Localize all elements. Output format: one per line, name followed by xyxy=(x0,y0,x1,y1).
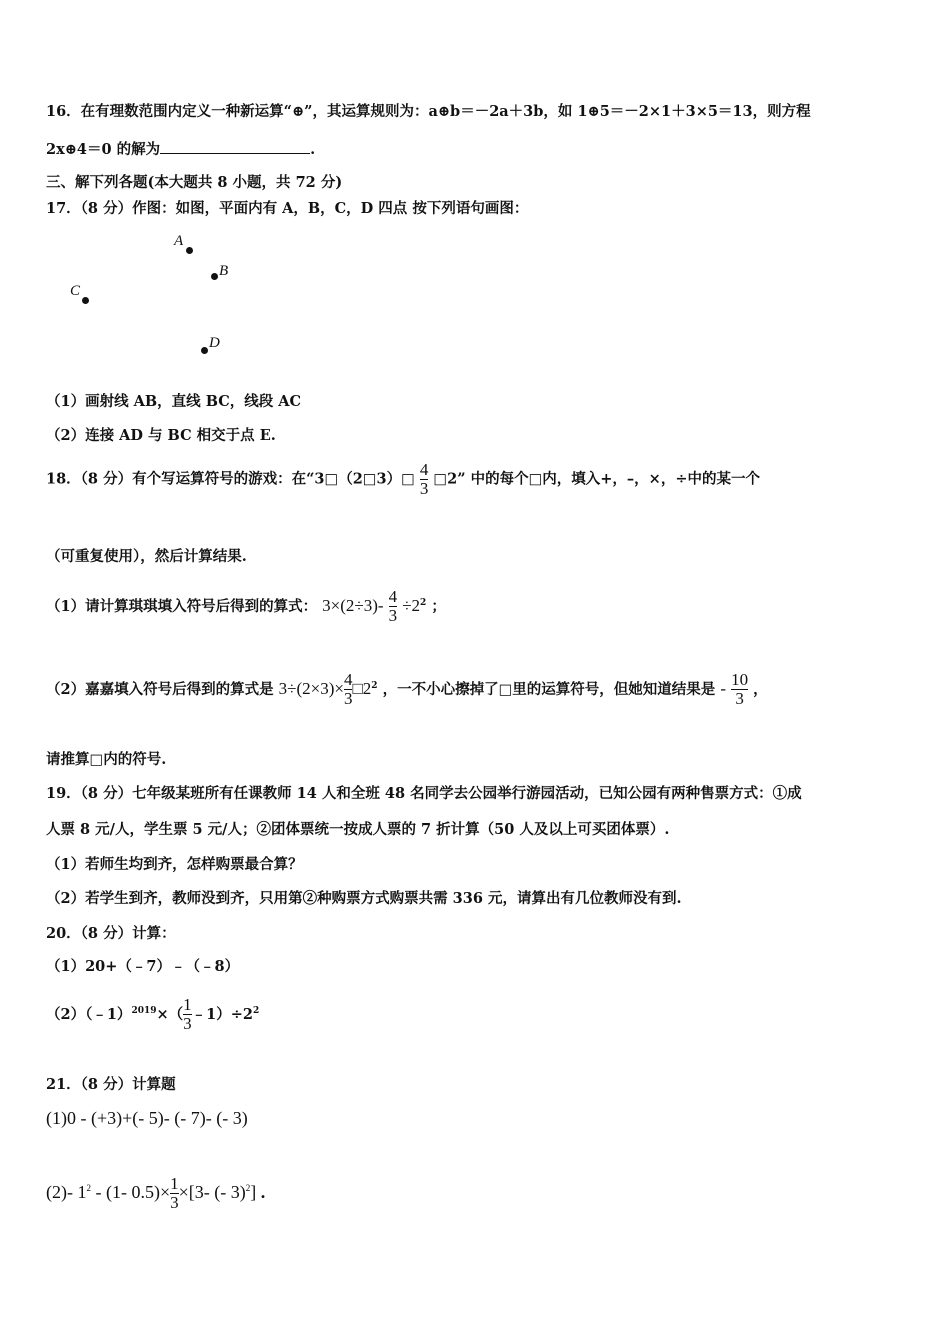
q16-line1: 16．在有理数范围内定义一种新运算“⊕”，其运算规则为：a⊕b＝－2a＋3b，如 1⊕5＝－2×1＋3×5＝13，则方程 xyxy=(46,103,811,120)
q20-fraction xyxy=(183,996,192,1033)
q16-line2 xyxy=(46,139,315,160)
point-a-label: A xyxy=(174,233,184,249)
q21-sub2-mid: - (1- 0.5)× xyxy=(90,1182,171,1202)
q18-sub1-frac-den: 3 xyxy=(388,606,398,626)
q18-line1 xyxy=(46,461,760,498)
q18-line1-post: □2” 中的每个□内，填入+，–，×，÷中的某一个 xyxy=(433,470,760,488)
q18-sub1-text: （1）请计算琪琪填入符号后得到的算式： xyxy=(46,597,318,615)
q20-sub1: （1）20+（﹣7）﹣（﹣8） xyxy=(46,958,240,975)
q17-title: 17．（8 分）作图：如图，平面内有 A，B，C，D 四点 按下列语句画图： xyxy=(46,200,529,217)
q18-sub2-frac-num: 4 xyxy=(343,670,353,690)
q19-sub2: （2）若学生到齐，教师没到齐，只用第②种购票方式购票共需 336 元，请算出有几位教师没有到. xyxy=(46,890,682,907)
q18-sub2 xyxy=(46,668,768,708)
q18-sub1 xyxy=(46,585,446,625)
q17-sub2: （2）连接 AD 与 BC 相交于点 E. xyxy=(46,427,276,444)
q18-sub1-fraction xyxy=(389,588,398,625)
point-d-dot xyxy=(201,347,208,354)
q20-title: 20．（8 分）计算： xyxy=(46,925,176,942)
q18-sub2-expr-post: □2 xyxy=(352,678,372,698)
q18-sub1-frac-num: 4 xyxy=(388,587,398,607)
q18-last-line: 请推算□内的符号. xyxy=(46,751,167,768)
q21-sub2-pre: (2)- 1 xyxy=(46,1182,87,1202)
q20-sub2-pre: （2）（﹣1） xyxy=(46,1005,132,1023)
q18-line1-pre: 18．（8 分）有个写运算符号的游戏：在“3□（2□3）□ xyxy=(46,470,415,488)
q20-frac-num: 1 xyxy=(183,995,192,1015)
q18-sub2-result-num: 10 xyxy=(731,670,749,690)
q20-sub2 xyxy=(46,993,259,1033)
point-c-label: C xyxy=(70,283,81,299)
q20-sub2-exp: 2019 xyxy=(131,1006,157,1016)
q18-sub2-end: ， xyxy=(753,680,768,698)
q18-sub2-result-sign: - xyxy=(720,678,727,698)
section-title: 三、解下列各题(本大题共 8 小题，共 72 分) xyxy=(46,174,343,191)
q21-title: 21．（8 分）计算题 xyxy=(46,1076,176,1093)
point-a-dot xyxy=(186,247,193,254)
q20-sub2-post: ﹣1）÷2 xyxy=(191,1005,253,1023)
q18-sub2-result-den: 3 xyxy=(735,689,744,709)
q19-line1: 19．（8 分）七年级某班所有任课教师 14 人和全班 48 名同学去公园举行游园活动，已知公园有两种售票方式：①成 xyxy=(46,785,802,802)
q20-frac-den: 3 xyxy=(183,1014,192,1034)
q18-fraction xyxy=(420,461,429,498)
q21-sub1: (1)0 - (+3)+(- 5)- (- 7)- (- 3) xyxy=(46,1108,248,1128)
q21-sub2-close: ] xyxy=(250,1182,257,1202)
q18-sub2-exp: 2 xyxy=(371,681,378,691)
q18-sub1-end: ； xyxy=(431,597,446,615)
point-d-label: D xyxy=(209,335,220,351)
q21-sub2-post: ×[3- (- 3) xyxy=(178,1182,246,1202)
q18-sub2-result-fraction xyxy=(731,671,748,708)
q21-sub2-end: . xyxy=(260,1182,266,1202)
q18-line2: （可重复使用），然后计算结果. xyxy=(46,548,247,565)
q20-sub2-mid: ×（ xyxy=(156,1005,184,1023)
point-b-label: B xyxy=(219,263,229,279)
q21-sub2-exp: 2 xyxy=(86,1183,91,1193)
q18-sub1-exp: 2 xyxy=(420,598,427,608)
q18-sub2-mid: ，一不小心擦掉了□里的运算符号，但她知道结果是 xyxy=(382,680,716,698)
q21-sub2 xyxy=(46,1168,265,1212)
q20-sub2-exp2: 2 xyxy=(252,1006,260,1016)
q19-sub1: （1）若师生均到齐，怎样购票最合算？ xyxy=(46,856,303,873)
q21-frac-den: 3 xyxy=(170,1193,179,1213)
q16-line2-text: 2x⊕4＝0 的解为 xyxy=(46,141,161,158)
q18-sub2-frac-den: 3 xyxy=(343,689,353,709)
q18-sub2-expr-pre: 3÷(2×3)× xyxy=(278,678,344,698)
q21-sub2-exp2: 2 xyxy=(245,1183,251,1193)
q18-frac-num: 4 xyxy=(419,460,429,479)
q18-sub2-text: （2）嘉嘉填入符号后得到的算式是 xyxy=(46,680,274,698)
q16-line2-end: . xyxy=(310,141,316,158)
q17-sub1: （1）画射线 AB，直线 BC，线段 AC xyxy=(46,393,302,410)
q18-frac-den: 3 xyxy=(419,479,429,498)
q18-sub1-expr-pre: 3×(2÷3)- xyxy=(322,595,384,615)
q21-frac-num: 1 xyxy=(170,1174,179,1194)
point-b-dot xyxy=(211,273,218,280)
q19-line2: 人票 8 元/人，学生票 5 元/人；②团体票统一按成人票的 7 折计算（50 人及以上可买团体票）. xyxy=(46,821,670,838)
answer-blank[interactable] xyxy=(160,139,310,154)
q18-sub1-expr-post: ÷2 xyxy=(402,595,421,615)
point-c-dot xyxy=(82,297,89,304)
q21-fraction xyxy=(170,1175,179,1212)
